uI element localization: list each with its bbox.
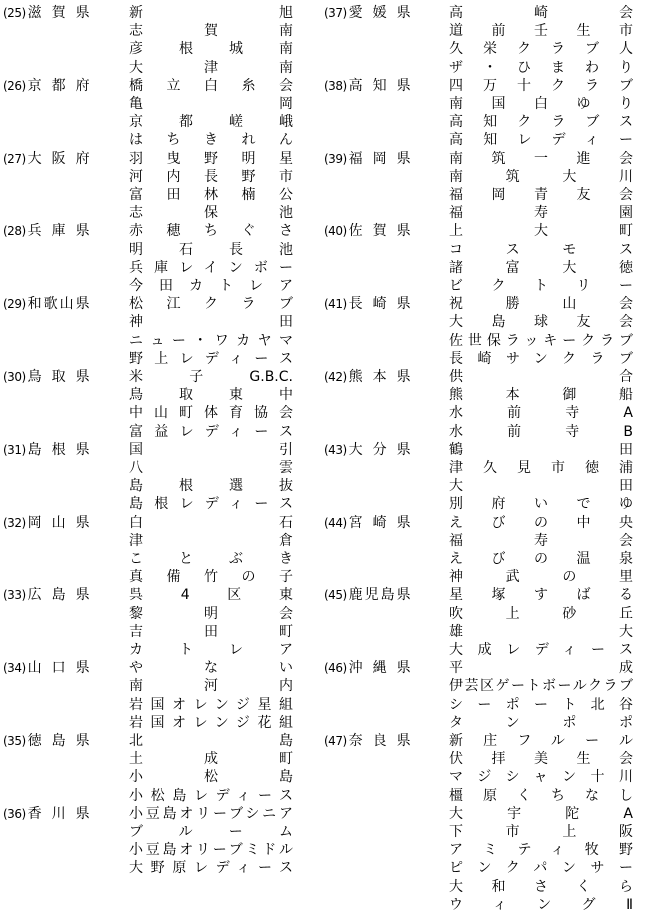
team-name: 白石 bbox=[129, 514, 293, 531]
team-name: 新庄フルール bbox=[449, 733, 633, 749]
prefecture-name: 兵庫県 bbox=[27, 223, 90, 240]
prefecture-label bbox=[3, 804, 90, 824]
prefecture-number: (43) bbox=[324, 442, 347, 457]
team-name: 北島 bbox=[129, 733, 293, 749]
team-name: 亀岡 bbox=[129, 96, 293, 112]
team-name: 大和さくら bbox=[449, 878, 633, 895]
team-name: 祝勝山会 bbox=[449, 296, 633, 313]
prefecture-number: (34) bbox=[3, 661, 26, 676]
team-name: 真備竹の子 bbox=[129, 569, 293, 586]
team-name: 富益レディース bbox=[129, 423, 293, 440]
prefecture-number: (28) bbox=[3, 224, 26, 239]
team-name: ピンクパンサー bbox=[449, 860, 633, 877]
team-name: 四万十クラブ bbox=[449, 77, 633, 94]
prefecture-label bbox=[3, 585, 90, 605]
prefecture-number: (40) bbox=[324, 224, 347, 239]
prefecture-name: 宮崎県 bbox=[348, 514, 411, 531]
team-name: ウィングⅡ bbox=[449, 896, 633, 913]
prefecture-label bbox=[324, 440, 411, 460]
team-name: 雄大 bbox=[449, 623, 633, 640]
team-name: 赤穂ちぐさ bbox=[129, 223, 293, 240]
team-name: 明石長池 bbox=[129, 241, 293, 258]
prefecture-label bbox=[324, 3, 411, 23]
team-name: 中山町体育協会 bbox=[129, 405, 293, 422]
team-name: 高崎会 bbox=[449, 5, 633, 21]
team-name: 松江クラブ bbox=[129, 296, 293, 313]
team-name: 羽曳野明星 bbox=[129, 150, 293, 167]
team-name: ニュー・ワカヤマ bbox=[129, 332, 293, 349]
prefecture-number: (45) bbox=[324, 588, 347, 603]
prefecture-name: 京都府 bbox=[27, 77, 90, 94]
team-name: 野上レディース bbox=[129, 350, 293, 367]
prefecture-name: 広島県 bbox=[27, 587, 90, 604]
prefecture-number: (29) bbox=[3, 297, 26, 312]
prefecture-number: (36) bbox=[3, 806, 26, 821]
prefecture-label bbox=[324, 585, 411, 605]
prefecture-label bbox=[324, 221, 411, 241]
prefecture-name: 滋賀県 bbox=[27, 5, 90, 21]
team-name: 別府いでゆ bbox=[449, 496, 633, 513]
prefecture-name: 島根県 bbox=[27, 441, 90, 458]
prefecture-label bbox=[3, 367, 90, 387]
team-name: ことぶき bbox=[129, 551, 293, 567]
prefecture-number: (39) bbox=[324, 151, 347, 166]
team-name: カトレア bbox=[129, 642, 293, 658]
team-name: はちきれん bbox=[129, 132, 293, 149]
prefecture-label bbox=[3, 76, 90, 96]
team-name: 岩国オレンジ星組 bbox=[129, 696, 293, 713]
team-name: 新旭 bbox=[129, 5, 293, 21]
team-name: 上大町 bbox=[449, 223, 633, 240]
team-name: 大田 bbox=[449, 478, 633, 495]
team-name: 熊本御船 bbox=[449, 387, 633, 404]
prefecture-label bbox=[3, 3, 90, 23]
prefecture-label bbox=[324, 658, 411, 678]
prefecture-number: (33) bbox=[3, 588, 26, 603]
prefecture-label bbox=[3, 658, 90, 678]
team-name: 佐世保ラッキークラブ bbox=[449, 332, 633, 349]
team-name: 京都嵯峨 bbox=[129, 114, 293, 131]
team-name: 呉4区東 bbox=[129, 587, 293, 604]
team-name: 供合 bbox=[449, 369, 633, 385]
team-name: 小豆島オリーブシニア bbox=[129, 805, 293, 822]
team-name: 島根レディース bbox=[129, 496, 293, 513]
prefecture-number: (44) bbox=[324, 515, 347, 530]
prefecture-number: (30) bbox=[3, 370, 26, 384]
team-name: えびの温泉 bbox=[449, 551, 633, 567]
team-name: 黎明会 bbox=[129, 605, 293, 622]
prefecture-name: 沖縄県 bbox=[348, 660, 411, 677]
team-name: えびの中央 bbox=[449, 514, 633, 531]
prefecture-label bbox=[3, 513, 90, 533]
prefecture-name: 愛媛県 bbox=[348, 5, 411, 21]
team-name: やない bbox=[129, 660, 293, 677]
prefecture-label bbox=[3, 221, 90, 241]
team-name: 南河内 bbox=[129, 678, 293, 695]
prefecture-label bbox=[3, 440, 90, 460]
prefecture-number: (42) bbox=[324, 370, 347, 384]
team-name: 志賀南 bbox=[129, 23, 293, 40]
team-name: 小松島 bbox=[129, 769, 293, 786]
team-name: 福岡青友会 bbox=[449, 187, 633, 203]
prefecture-name: 鹿児島県 bbox=[348, 587, 411, 604]
prefecture-label bbox=[324, 367, 411, 387]
team-name: 伊芸区ゲートボールクラブ bbox=[449, 678, 633, 695]
team-name: 高知クラブス bbox=[449, 114, 633, 131]
prefecture-label bbox=[324, 149, 411, 169]
team-name: 小豆島オリーブミドル bbox=[129, 842, 293, 859]
prefecture-number: (41) bbox=[324, 297, 347, 312]
team-name: シーポート北谷 bbox=[449, 696, 633, 713]
team-name: 南国白ゆり bbox=[449, 96, 633, 112]
team-name: 水前寺A bbox=[449, 405, 633, 422]
team-name: 大島球友会 bbox=[449, 314, 633, 331]
team-name: ザ・ひまわり bbox=[449, 59, 633, 76]
team-name: タンポポ bbox=[449, 714, 633, 731]
prefecture-number: (26) bbox=[3, 78, 26, 93]
team-name: マジシャン十川 bbox=[449, 769, 633, 786]
team-name: 大津南 bbox=[129, 59, 293, 76]
team-name: 神田 bbox=[129, 314, 293, 331]
team-name: 津久見市徳浦 bbox=[449, 460, 633, 476]
prefecture-name: 山口県 bbox=[27, 660, 90, 677]
team-name: ブルーム bbox=[129, 824, 293, 840]
team-name: 彦根城南 bbox=[129, 41, 293, 58]
team-name: 伏拝美生会 bbox=[449, 751, 633, 768]
prefecture-number: (35) bbox=[3, 734, 26, 748]
team-name: 福寿会 bbox=[449, 532, 633, 549]
team-name: 志保池 bbox=[129, 205, 293, 222]
prefecture-name: 大分県 bbox=[348, 441, 411, 458]
prefecture-number: (37) bbox=[324, 6, 347, 20]
team-name: 土成町 bbox=[129, 751, 293, 768]
prefecture-name: 奈良県 bbox=[348, 733, 411, 749]
team-name: 平成 bbox=[449, 660, 633, 677]
team-name: 島根選抜 bbox=[129, 478, 293, 495]
prefecture-label bbox=[3, 294, 90, 314]
prefecture-number: (38) bbox=[324, 78, 347, 93]
team-name: 大宇陀A bbox=[449, 805, 633, 822]
team-name: 福寿園 bbox=[449, 205, 633, 222]
team-name: 高知レディー bbox=[449, 132, 633, 149]
prefecture-label bbox=[3, 731, 90, 751]
team-name: 久栄クラブ人 bbox=[449, 41, 633, 58]
team-name: 八雲 bbox=[129, 460, 293, 476]
team-name: 吹上砂丘 bbox=[449, 605, 633, 622]
team-name: 星塚すばる bbox=[449, 587, 633, 604]
prefecture-name: 長崎県 bbox=[348, 296, 411, 313]
team-name: 橋立白糸会 bbox=[129, 77, 293, 94]
prefecture-label bbox=[324, 76, 411, 96]
team-name: 下市上阪 bbox=[449, 824, 633, 840]
team-name: 神武の里 bbox=[449, 569, 633, 586]
prefecture-number: (27) bbox=[3, 151, 26, 166]
prefecture-label bbox=[324, 731, 411, 751]
team-name: 兵庫レインボー bbox=[129, 259, 293, 276]
prefecture-label bbox=[324, 294, 411, 314]
team-name: 吉田町 bbox=[129, 623, 293, 640]
team-name: コスモス bbox=[449, 241, 633, 258]
team-name: 鳥取東中 bbox=[129, 387, 293, 404]
prefecture-name: 福岡県 bbox=[348, 150, 411, 167]
prefecture-name: 佐賀県 bbox=[348, 223, 411, 240]
prefecture-number: (31) bbox=[3, 442, 26, 457]
prefecture-name: 岡山県 bbox=[27, 514, 90, 531]
team-name: 岩国オレンジ花組 bbox=[129, 714, 293, 731]
team-name: 河内長野市 bbox=[129, 168, 293, 185]
prefecture-number: (32) bbox=[3, 515, 26, 530]
team-name: 津倉 bbox=[129, 532, 293, 549]
team-name: 諸富大徳 bbox=[449, 259, 633, 276]
prefecture-name: 和歌山県 bbox=[27, 296, 90, 313]
prefecture-name: 鳥取県 bbox=[27, 369, 90, 385]
prefecture-name: 高知県 bbox=[348, 77, 411, 94]
team-name: 長崎サンクラブ bbox=[449, 350, 633, 367]
team-name: 南筑大川 bbox=[449, 168, 633, 185]
prefecture-number: (46) bbox=[324, 661, 347, 676]
team-name: 大野原レディース bbox=[129, 860, 293, 877]
team-name: 道前壬生市 bbox=[449, 23, 633, 40]
prefecture-name: 徳島県 bbox=[27, 733, 90, 749]
team-name: 今田カトレア bbox=[129, 278, 293, 294]
prefecture-label bbox=[3, 149, 90, 169]
team-name: 富田林楠公 bbox=[129, 187, 293, 203]
prefecture-label bbox=[324, 513, 411, 533]
prefecture-name: 大阪府 bbox=[27, 150, 90, 167]
prefecture-name: 熊本県 bbox=[348, 369, 411, 385]
team-name: 鶴田 bbox=[449, 441, 633, 458]
team-name: 小松島レディース bbox=[129, 787, 293, 804]
team-name: 大成レディース bbox=[449, 642, 633, 658]
prefecture-number: (47) bbox=[324, 734, 347, 748]
team-name: ビクトリー bbox=[449, 278, 633, 294]
prefecture-number: (25) bbox=[3, 6, 26, 20]
team-name: 水前寺B bbox=[449, 423, 633, 440]
team-name: 米子G.B.C. bbox=[129, 369, 293, 385]
team-name: 国引 bbox=[129, 441, 293, 458]
team-name: 橿原くちなし bbox=[449, 787, 633, 804]
prefecture-name: 香川県 bbox=[27, 805, 90, 822]
team-name: 南筑一進会 bbox=[449, 150, 633, 167]
team-name: アミティ牧野 bbox=[449, 842, 633, 859]
